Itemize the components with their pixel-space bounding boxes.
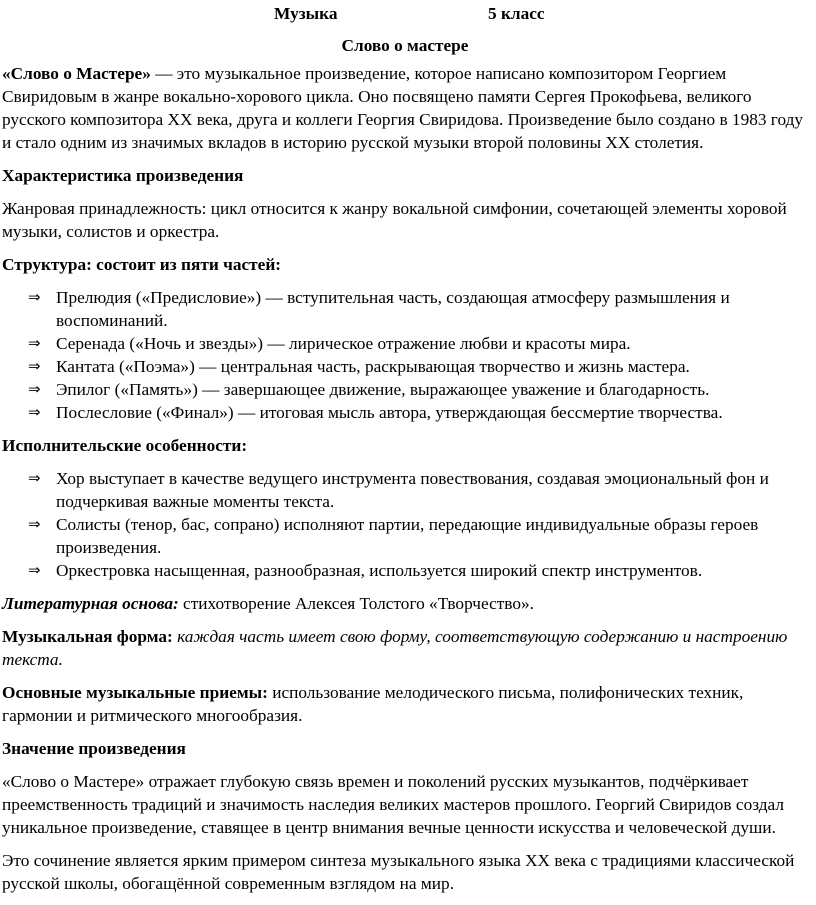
significance-paragraph-2: Это сочинение является ярким примером синтеза музыкального языка XX века с традициями классической русской школы, обогащённой современным взглядом на мир. xyxy=(2,851,795,893)
arrow-icon: ⇒ xyxy=(28,515,41,533)
significance-paragraph-1: «Слово о Мастере» отражает глубокую связь времен и поколений русских музыкантов, подчёркивает преемственность традиций и значимость наследия великих мастеров прошлого. Георгий Свиридов создал уникальное произведение, ставящее в центр внимания вечные ценности искусства и человеческой души. xyxy=(2,772,784,837)
form-paragraph xyxy=(2,625,808,671)
arrow-icon: ⇒ xyxy=(28,380,41,398)
performance-item: ⇒ Солисты (тенор, бас, сопрано) исполняют партии, передающие индивидуальные образы героев произведения. xyxy=(28,515,759,557)
arrow-icon: ⇒ xyxy=(28,334,41,352)
performance-list xyxy=(2,467,808,582)
performance-heading: Исполнительские особенности: xyxy=(2,436,248,455)
intro-paragraph xyxy=(2,62,808,154)
characteristics-heading: Характеристика произведения xyxy=(2,166,244,185)
form-text: каждая часть имеет свою форму, соответствующую содержанию и настроению текста. xyxy=(2,627,788,669)
structure-item: ⇒ Прелюдия («Предисловие») — вступительная часть, создающая атмосферу размышления и воспоминаний. xyxy=(28,288,730,330)
techniques-paragraph xyxy=(2,681,808,727)
genre-paragraph: Жанровая принадлежность: цикл относится к жанру вокальной симфонии, сочетающей элементы хоровой музыки, солистов и оркестра. xyxy=(2,199,787,241)
literary-paragraph xyxy=(2,592,808,615)
grade-label: 5 класс xyxy=(488,4,545,23)
arrow-icon: ⇒ xyxy=(28,288,41,306)
literary-text: стихотворение Алексея Толстого «Творчество». xyxy=(178,594,534,613)
structure-list xyxy=(2,286,808,424)
intro-text: — это музыкальное произведение, которое написано композитором Георгием Свиридовым в жанре вокально-хорового цикла. Оно посвящено памяти Сергея Прокофьева, великого русского композитора XX века, друга и коллеги Георгия Свиридова. Произведение было создано в 1983 году и стало одним из значимых вкладов в историю русской музыки второй половины XX столетия. xyxy=(2,64,804,152)
performance-item: ⇒ Оркестровка насыщенная, разнообразная, используется широкий спектр инструментов. xyxy=(28,561,703,580)
intro-lead: «Слово о Мастере» xyxy=(2,64,151,83)
performance-item: ⇒ Хор выступает в качестве ведущего инструмента повествования, создавая эмоциональный фон и подчеркивая важные моменты текста. xyxy=(28,469,769,511)
significance-heading: Значение произведения xyxy=(2,739,186,758)
structure-item: ⇒ Послесловие («Финал») — итоговая мысль автора, утверждающая бессмертие творчества. xyxy=(28,403,723,422)
form-label: Музыкальная форма: xyxy=(2,627,173,646)
structure-heading: Структура: состоит из пяти частей: xyxy=(2,255,282,274)
document-header xyxy=(2,0,808,26)
literary-label: Литературная основа: xyxy=(2,594,179,613)
techniques-label: Основные музыкальные приемы: xyxy=(2,683,268,702)
subject-label: Музыка xyxy=(274,4,338,23)
arrow-icon: ⇒ xyxy=(28,357,41,375)
arrow-icon: ⇒ xyxy=(28,561,41,579)
structure-item: ⇒ Кантата («Поэма») — центральная часть, раскрывающая творчество и жизнь мастера. xyxy=(28,357,690,376)
structure-item: ⇒ Серенада («Ночь и звезды») — лирическое отражение любви и красоты мира. xyxy=(28,334,631,353)
arrow-icon: ⇒ xyxy=(28,403,41,421)
techniques-text: использование мелодического письма, полифонических техник, гармонии и ритмического многообразия. xyxy=(2,683,744,725)
structure-item: ⇒ Эпилог («Память») — завершающее движение, выражающее уважение и благодарность. xyxy=(28,380,710,399)
arrow-icon: ⇒ xyxy=(28,469,41,487)
document-title: Слово о мастере xyxy=(341,36,469,55)
